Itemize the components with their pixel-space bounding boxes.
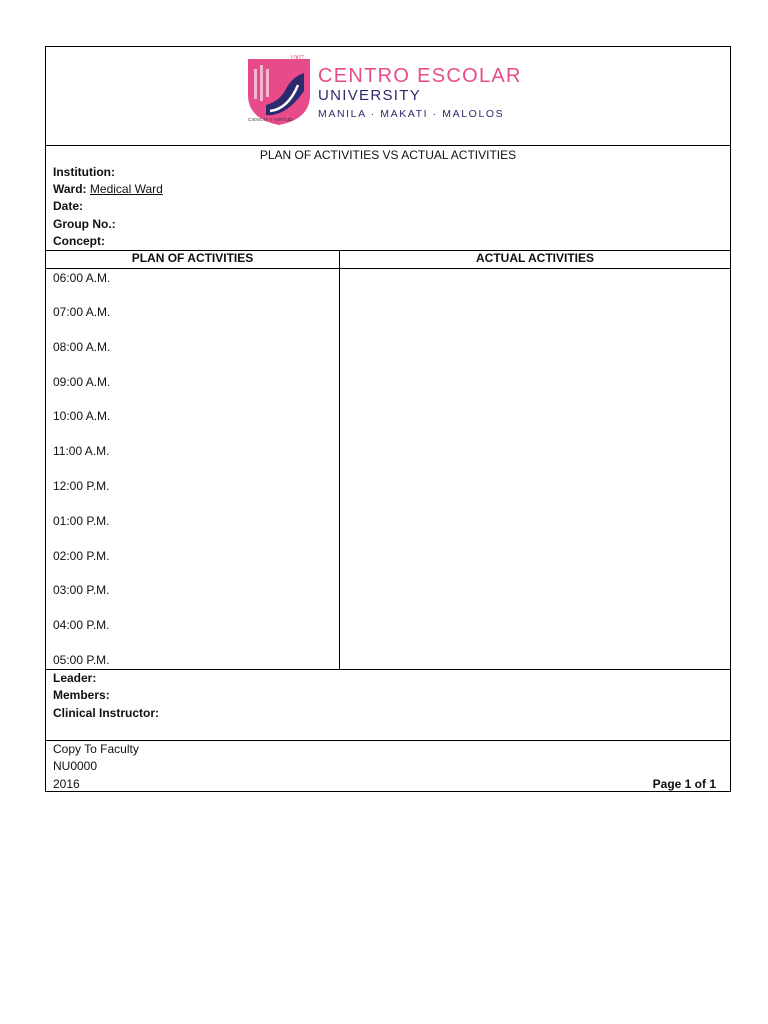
time-slot: 04:00 P.M. — [53, 618, 110, 632]
divider — [46, 740, 730, 741]
members-label: Members: — [53, 688, 110, 702]
actual-column-header: ACTUAL ACTIVITIES — [475, 251, 594, 265]
university-name-line2: UNIVERSITY — [318, 87, 422, 104]
time-slot: 11:00 A.M. — [53, 444, 110, 458]
time-slot: 10:00 A.M. — [53, 409, 111, 423]
time-slot: 05:00 P.M. — [53, 653, 110, 667]
plan-column-header: PLAN OF ACTIVITIES — [131, 251, 254, 265]
logo-motto: CIENCIA Y VIRTUD — [248, 117, 293, 122]
time-slot: 01:00 P.M. — [53, 514, 110, 528]
form-header — [46, 47, 730, 145]
divider — [46, 268, 730, 269]
time-slot: 06:00 A.M. — [53, 271, 111, 285]
time-slot: 03:00 P.M. — [53, 583, 110, 597]
column-divider — [339, 250, 340, 669]
copy-to-faculty: Copy To Faculty — [53, 742, 139, 756]
instructor-label: Clinical Instructor: — [53, 706, 160, 720]
concept-label: Concept: — [53, 234, 105, 248]
divider — [46, 669, 730, 670]
logo-year: 1907 — [290, 54, 304, 62]
page-number: Page 1 of 1 — [652, 777, 716, 791]
ward-label: Ward: — [53, 182, 87, 196]
ward-value: Medical Ward — [89, 182, 163, 196]
time-slot: 02:00 P.M. — [53, 549, 110, 563]
time-slot: 08:00 A.M. — [53, 340, 111, 354]
university-campuses: MANILA · MAKATI · MALOLOS — [318, 108, 505, 120]
activity-form — [45, 46, 731, 792]
group-label: Group No.: — [53, 217, 116, 231]
date-label: Date: — [53, 199, 84, 213]
university-logo — [246, 55, 546, 127]
institution-label: Institution: — [53, 165, 115, 179]
time-slot: 07:00 A.M. — [53, 305, 111, 319]
divider — [46, 145, 730, 146]
time-slot: 12:00 P.M. — [53, 479, 110, 493]
university-name-line1: CENTRO ESCOLAR — [318, 65, 522, 87]
time-slot: 09:00 A.M. — [53, 375, 111, 389]
form-year: 2016 — [53, 777, 80, 791]
leader-label: Leader: — [53, 671, 97, 685]
form-title: PLAN OF ACTIVITIES VS ACTUAL ACTIVITIES — [259, 148, 517, 162]
form-code: NU0000 — [53, 759, 98, 773]
ward-field — [53, 182, 163, 196]
